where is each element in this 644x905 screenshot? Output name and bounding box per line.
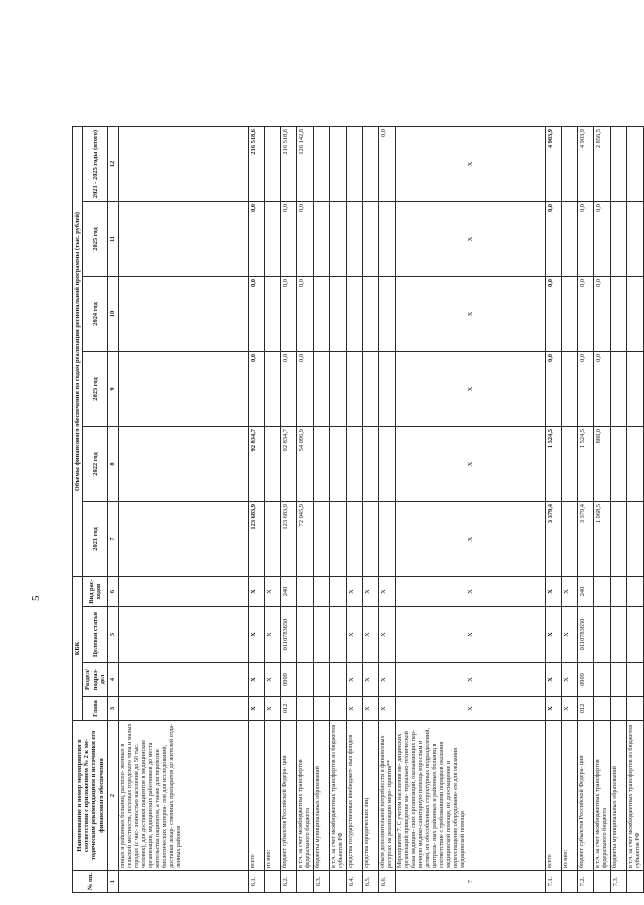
header-2021: 2021 год — [83, 502, 108, 577]
row-number — [264, 871, 280, 893]
cell-2023: 0,0 — [280, 352, 296, 427]
row-number: 7.1. — [545, 871, 561, 893]
row-number: 7.3. — [610, 871, 626, 893]
cell-2022 — [610, 427, 626, 502]
cell-2021: 1 968,5 — [593, 502, 610, 577]
cell-razdel: X — [561, 663, 577, 697]
col-index: 6 — [108, 577, 118, 607]
cell-2021: X — [395, 502, 545, 577]
cell-2025: 0,0 — [296, 202, 313, 277]
table-row — [577, 127, 593, 893]
cell-2023 — [313, 352, 329, 427]
cell-tselevaya: X — [378, 607, 395, 663]
cell-2025 — [264, 202, 280, 277]
cell-2022 — [313, 427, 329, 502]
table-row — [561, 127, 577, 893]
cell-total — [329, 127, 346, 202]
cell-vid — [610, 577, 626, 607]
cell-tselevaya — [329, 607, 346, 663]
cell-2025 — [329, 202, 346, 277]
cell-vid — [313, 577, 329, 607]
cell-2023 — [610, 352, 626, 427]
col-index: 5 — [108, 607, 118, 663]
cell-2024 — [626, 277, 643, 352]
header-num: № пп. — [73, 871, 108, 893]
cell-total: 216 518,6 — [248, 127, 264, 202]
row-number: 6.6. — [378, 871, 395, 893]
cell-2023: 0,0 — [296, 352, 313, 427]
cell-tselevaya — [610, 607, 626, 663]
table-row — [378, 127, 395, 893]
row-number: 7 — [395, 871, 545, 893]
col-index: 12 — [108, 127, 118, 202]
cell-2023: 0,0 — [248, 352, 264, 427]
cell-2022: 54 096,9 — [296, 427, 313, 502]
cell-tselevaya — [118, 607, 248, 663]
cell-tselevaya: 0110783650 — [577, 607, 593, 663]
row-name: бюджет субъектов Российской Федера- ции — [280, 721, 296, 871]
cell-razdel: X — [362, 663, 378, 697]
table-row — [395, 127, 545, 893]
cell-glava — [610, 697, 626, 721]
cell-total — [362, 127, 378, 202]
cell-glava — [329, 697, 346, 721]
column-index-row — [108, 127, 118, 893]
cell-total — [346, 127, 362, 202]
row-number: 6.3. — [313, 871, 329, 893]
cell-glava: X — [545, 697, 561, 721]
cell-razdel: X — [395, 663, 545, 697]
cell-2024 — [329, 277, 346, 352]
header-glava: Глава — [83, 697, 108, 721]
header-tselevaya: Целевая статья — [83, 607, 108, 663]
col-index: 1 — [108, 871, 118, 893]
cell-2021 — [118, 502, 248, 577]
col-index: 9 — [108, 352, 118, 427]
col-index: 3 — [108, 697, 118, 721]
row-number: 6.4. — [346, 871, 362, 893]
table-row — [593, 127, 610, 893]
cell-2021: 123 683,9 — [280, 502, 296, 577]
row-number: 6.5. — [362, 871, 378, 893]
header-2024: 2024 год — [83, 277, 108, 352]
col-index: 4 — [108, 663, 118, 697]
cell-2024: 0,0 — [593, 277, 610, 352]
cell-vid — [593, 577, 610, 607]
table-row — [545, 127, 561, 893]
cell-glava — [593, 697, 610, 721]
cell-razdel — [313, 663, 329, 697]
cell-2025 — [626, 202, 643, 277]
row-name: из них: — [561, 721, 577, 871]
row-name: средства юридических лиц — [362, 721, 378, 871]
cell-2024: 0,0 — [248, 277, 264, 352]
cell-2021 — [346, 502, 362, 577]
header-total: 2021 - 2025 годы (итого) — [83, 127, 108, 202]
cell-2025: X — [395, 202, 545, 277]
cell-glava — [296, 697, 313, 721]
cell-2023 — [329, 352, 346, 427]
cell-glava: X — [378, 697, 395, 721]
cell-2021: 3 379,4 — [577, 502, 593, 577]
cell-vid: X — [264, 577, 280, 607]
cell-vid — [329, 577, 346, 607]
cell-2023: 0,0 — [577, 352, 593, 427]
cell-glava: X — [395, 697, 545, 721]
cell-total: 2 856,5 — [593, 127, 610, 202]
cell-total — [118, 127, 248, 202]
cell-razdel: X — [545, 663, 561, 697]
table-row — [626, 127, 643, 893]
row-name: Мероприятие 7. С учетом населения ме- дицинских организаций приведение ма- териально-технической базы медицин- ских организаций, оказывающих пер- вичную медико-санитарную помощь взрослым и детям, их обособленных структурных подразделений, централь- ных районных и районных больниц в соответствие с требованиями порядков оказания медицинской помощи, их дооснащение и переоснащение оборудовани- ем для оказания медицинской помощи — [395, 721, 545, 871]
cell-2025 — [561, 202, 577, 277]
cell-2021 — [264, 502, 280, 577]
cell-2021 — [610, 502, 626, 577]
row-name: бюджеты муниципальных образований — [610, 721, 626, 871]
row-number — [561, 871, 577, 893]
row-number — [118, 871, 248, 893]
col-index: 11 — [108, 202, 118, 277]
cell-2021 — [362, 502, 378, 577]
cell-razdel: X — [264, 663, 280, 697]
cell-2024: 0,0 — [577, 277, 593, 352]
cell-2024: 0,0 — [280, 277, 296, 352]
cell-razdel — [626, 663, 643, 697]
table-row — [248, 127, 264, 893]
cell-2024 — [362, 277, 378, 352]
cell-glava: X — [362, 697, 378, 721]
cell-2024 — [264, 277, 280, 352]
cell-vid — [296, 577, 313, 607]
cell-vid: X — [561, 577, 577, 607]
cell-total: 126 142,8 — [296, 127, 313, 202]
cell-glava — [313, 697, 329, 721]
cell-vid: X — [395, 577, 545, 607]
cell-2022: 1 524,5 — [545, 427, 561, 502]
cell-vid — [118, 577, 248, 607]
table-body — [118, 127, 643, 893]
cell-2021 — [329, 502, 346, 577]
cell-tselevaya — [593, 607, 610, 663]
row-name: средства государственных внебюджет- ных фондов — [346, 721, 362, 871]
table-row — [118, 127, 248, 893]
cell-2021 — [626, 502, 643, 577]
cell-vid — [626, 577, 643, 607]
header-2022: 2022 год — [83, 427, 108, 502]
cell-2025 — [346, 202, 362, 277]
table-row — [280, 127, 296, 893]
cell-glava: X — [346, 697, 362, 721]
cell-2024: X — [395, 277, 545, 352]
cell-2022: 92 834,7 — [248, 427, 264, 502]
cell-2022 — [346, 427, 362, 502]
cell-tselevaya — [313, 607, 329, 663]
cell-glava: 012 — [577, 697, 593, 721]
cell-2023 — [118, 352, 248, 427]
row-number: 7.2. — [577, 871, 593, 893]
cell-2025: 0,0 — [248, 202, 264, 277]
col-index: 10 — [108, 277, 118, 352]
financing-table — [72, 126, 644, 893]
table-row — [346, 127, 362, 893]
row-name: бюджет субъектов Российской Федера- ции — [577, 721, 593, 871]
cell-2025 — [378, 202, 395, 277]
header-2023: 2023 год — [83, 352, 108, 427]
cell-2022 — [362, 427, 378, 502]
cell-tselevaya: X — [561, 607, 577, 663]
row-number — [593, 871, 610, 893]
cell-razdel — [296, 663, 313, 697]
cell-glava: X — [248, 697, 264, 721]
table-row — [313, 127, 329, 893]
cell-2024: 0,0 — [545, 277, 561, 352]
cell-2025 — [313, 202, 329, 277]
table-row — [264, 127, 280, 893]
cell-2023 — [346, 352, 362, 427]
row-number: 6.1. — [248, 871, 264, 893]
cell-2025 — [610, 202, 626, 277]
cell-total: 216 518,6 — [280, 127, 296, 202]
cell-2024: 0,0 — [296, 277, 313, 352]
cell-vid: 240 — [577, 577, 593, 607]
table-row — [329, 127, 346, 893]
header-2025: 2025 год — [83, 202, 108, 277]
cell-glava: X — [561, 697, 577, 721]
cell-razdel — [610, 663, 626, 697]
cell-vid: X — [362, 577, 378, 607]
cell-2023 — [626, 352, 643, 427]
cell-2025: 0,0 — [577, 202, 593, 277]
cell-2023: X — [395, 352, 545, 427]
cell-2021 — [378, 502, 395, 577]
cell-tselevaya: X — [346, 607, 362, 663]
cell-2025 — [362, 202, 378, 277]
row-name: бюджеты муниципальных образований — [313, 721, 329, 871]
row-number: 6.2. — [280, 871, 296, 893]
cell-tselevaya — [296, 607, 313, 663]
cell-glava — [118, 697, 248, 721]
row-name: в т.ч. за счет межбюджетных трансфертов федерального бюджета — [296, 721, 313, 871]
row-name: ониых и районных больниц, располо- женных в сельской местности, поселках городского типа и малых городах (с чис- ленностью населения до 50 тыс. человек), для доставки пациентов в медицинские организации, медицинских работников до места жительства пациентов, а также для перевозки биологических материа- лов для исследований, доставки лекар- ственных препаратов до жителей отда- ленных районов — [118, 721, 248, 871]
cell-2021 — [561, 502, 577, 577]
cell-2023 — [362, 352, 378, 427]
header-razdel: Раздел/ подраз- дел — [83, 663, 108, 697]
cell-2022 — [561, 427, 577, 502]
cell-2023 — [561, 352, 577, 427]
cell-2022: X — [395, 427, 545, 502]
cell-2025 — [118, 202, 248, 277]
cell-tselevaya: X — [395, 607, 545, 663]
cell-razdel: X — [248, 663, 264, 697]
cell-2024 — [346, 277, 362, 352]
cell-2022 — [118, 427, 248, 502]
cell-2022 — [378, 427, 395, 502]
row-name: всего — [545, 721, 561, 871]
col-index: 2 — [108, 721, 118, 871]
cell-2021 — [313, 502, 329, 577]
cell-2021: 123 683,9 — [248, 502, 264, 577]
cell-razdel — [118, 663, 248, 697]
cell-tselevaya — [626, 607, 643, 663]
row-number — [329, 871, 346, 893]
cell-tselevaya: X — [264, 607, 280, 663]
header-name: Наименование и номер мероприятия в соответствии с приложением № 2 к ме- тодическим рекомендациям и источники его финансового обеспечения — [73, 721, 108, 871]
row-number — [626, 871, 643, 893]
cell-glava — [626, 697, 643, 721]
cell-2023: 0,0 — [545, 352, 561, 427]
header-kbk: КБК — [73, 577, 83, 721]
cell-2025: 0,0 — [545, 202, 561, 277]
cell-total — [313, 127, 329, 202]
cell-2022: 1 524,5 — [577, 427, 593, 502]
cell-total: 0,0 — [378, 127, 395, 202]
cell-2024 — [313, 277, 329, 352]
cell-2021: 72 045,9 — [296, 502, 313, 577]
cell-vid: X — [346, 577, 362, 607]
table-row — [362, 127, 378, 893]
row-name: объем дополнительной потребности в финансовых ресурсах на реализацию меро- приятия** — [378, 721, 395, 871]
cell-razdel: X — [378, 663, 395, 697]
cell-2025: 0,0 — [593, 202, 610, 277]
cell-vid: X — [378, 577, 395, 607]
cell-2022 — [329, 427, 346, 502]
table-row — [610, 127, 626, 893]
cell-razdel: X — [346, 663, 362, 697]
cell-2024 — [561, 277, 577, 352]
cell-vid: 240 — [280, 577, 296, 607]
cell-2022: 888,0 — [593, 427, 610, 502]
row-name: из них: — [264, 721, 280, 871]
cell-glava: X — [264, 697, 280, 721]
cell-total — [610, 127, 626, 202]
table-row — [296, 127, 313, 893]
cell-total: 4 903,9 — [577, 127, 593, 202]
cell-2022: 92 834,7 — [280, 427, 296, 502]
cell-2024 — [378, 277, 395, 352]
cell-2025: 0,0 — [280, 202, 296, 277]
cell-2024 — [610, 277, 626, 352]
cell-total: 4 903,9 — [545, 127, 561, 202]
cell-2022 — [264, 427, 280, 502]
cell-tselevaya: 0110783650 — [280, 607, 296, 663]
cell-2022 — [626, 427, 643, 502]
cell-total — [561, 127, 577, 202]
cell-razdel: 0909 — [280, 663, 296, 697]
cell-tselevaya: X — [545, 607, 561, 663]
cell-tselevaya: X — [362, 607, 378, 663]
row-name: в т.ч. за счет межбюджетных трансфертов из бюджетов субъектов РФ — [626, 721, 643, 871]
cell-total — [626, 127, 643, 202]
header-volumes: Объемы финансового обеспечения по годам реализации региональной программы (тыс. рублей) — [73, 127, 83, 577]
row-name: в т.ч. за счет межбюджетных трансфертов федерального бюджета — [593, 721, 610, 871]
cell-tselevaya: X — [248, 607, 264, 663]
page-number: 5 — [30, 595, 42, 601]
cell-2023: 0,0 — [593, 352, 610, 427]
cell-vid: X — [248, 577, 264, 607]
cell-2023 — [264, 352, 280, 427]
row-number — [296, 871, 313, 893]
cell-2024 — [118, 277, 248, 352]
cell-vid: X — [545, 577, 561, 607]
cell-total: X — [395, 127, 545, 202]
cell-razdel — [593, 663, 610, 697]
col-index: 8 — [108, 427, 118, 502]
col-index: 7 — [108, 502, 118, 577]
cell-2023 — [378, 352, 395, 427]
row-name: в т.ч. за счет межбюджетных трансфертов из бюджетов субъектов РФ — [329, 721, 346, 871]
cell-total — [264, 127, 280, 202]
row-name: всего — [248, 721, 264, 871]
cell-2021: 3 379,4 — [545, 502, 561, 577]
header-vid: Вид рас- ходов — [83, 577, 108, 607]
cell-razdel: 0909 — [577, 663, 593, 697]
cell-glava: 012 — [280, 697, 296, 721]
cell-razdel — [329, 663, 346, 697]
